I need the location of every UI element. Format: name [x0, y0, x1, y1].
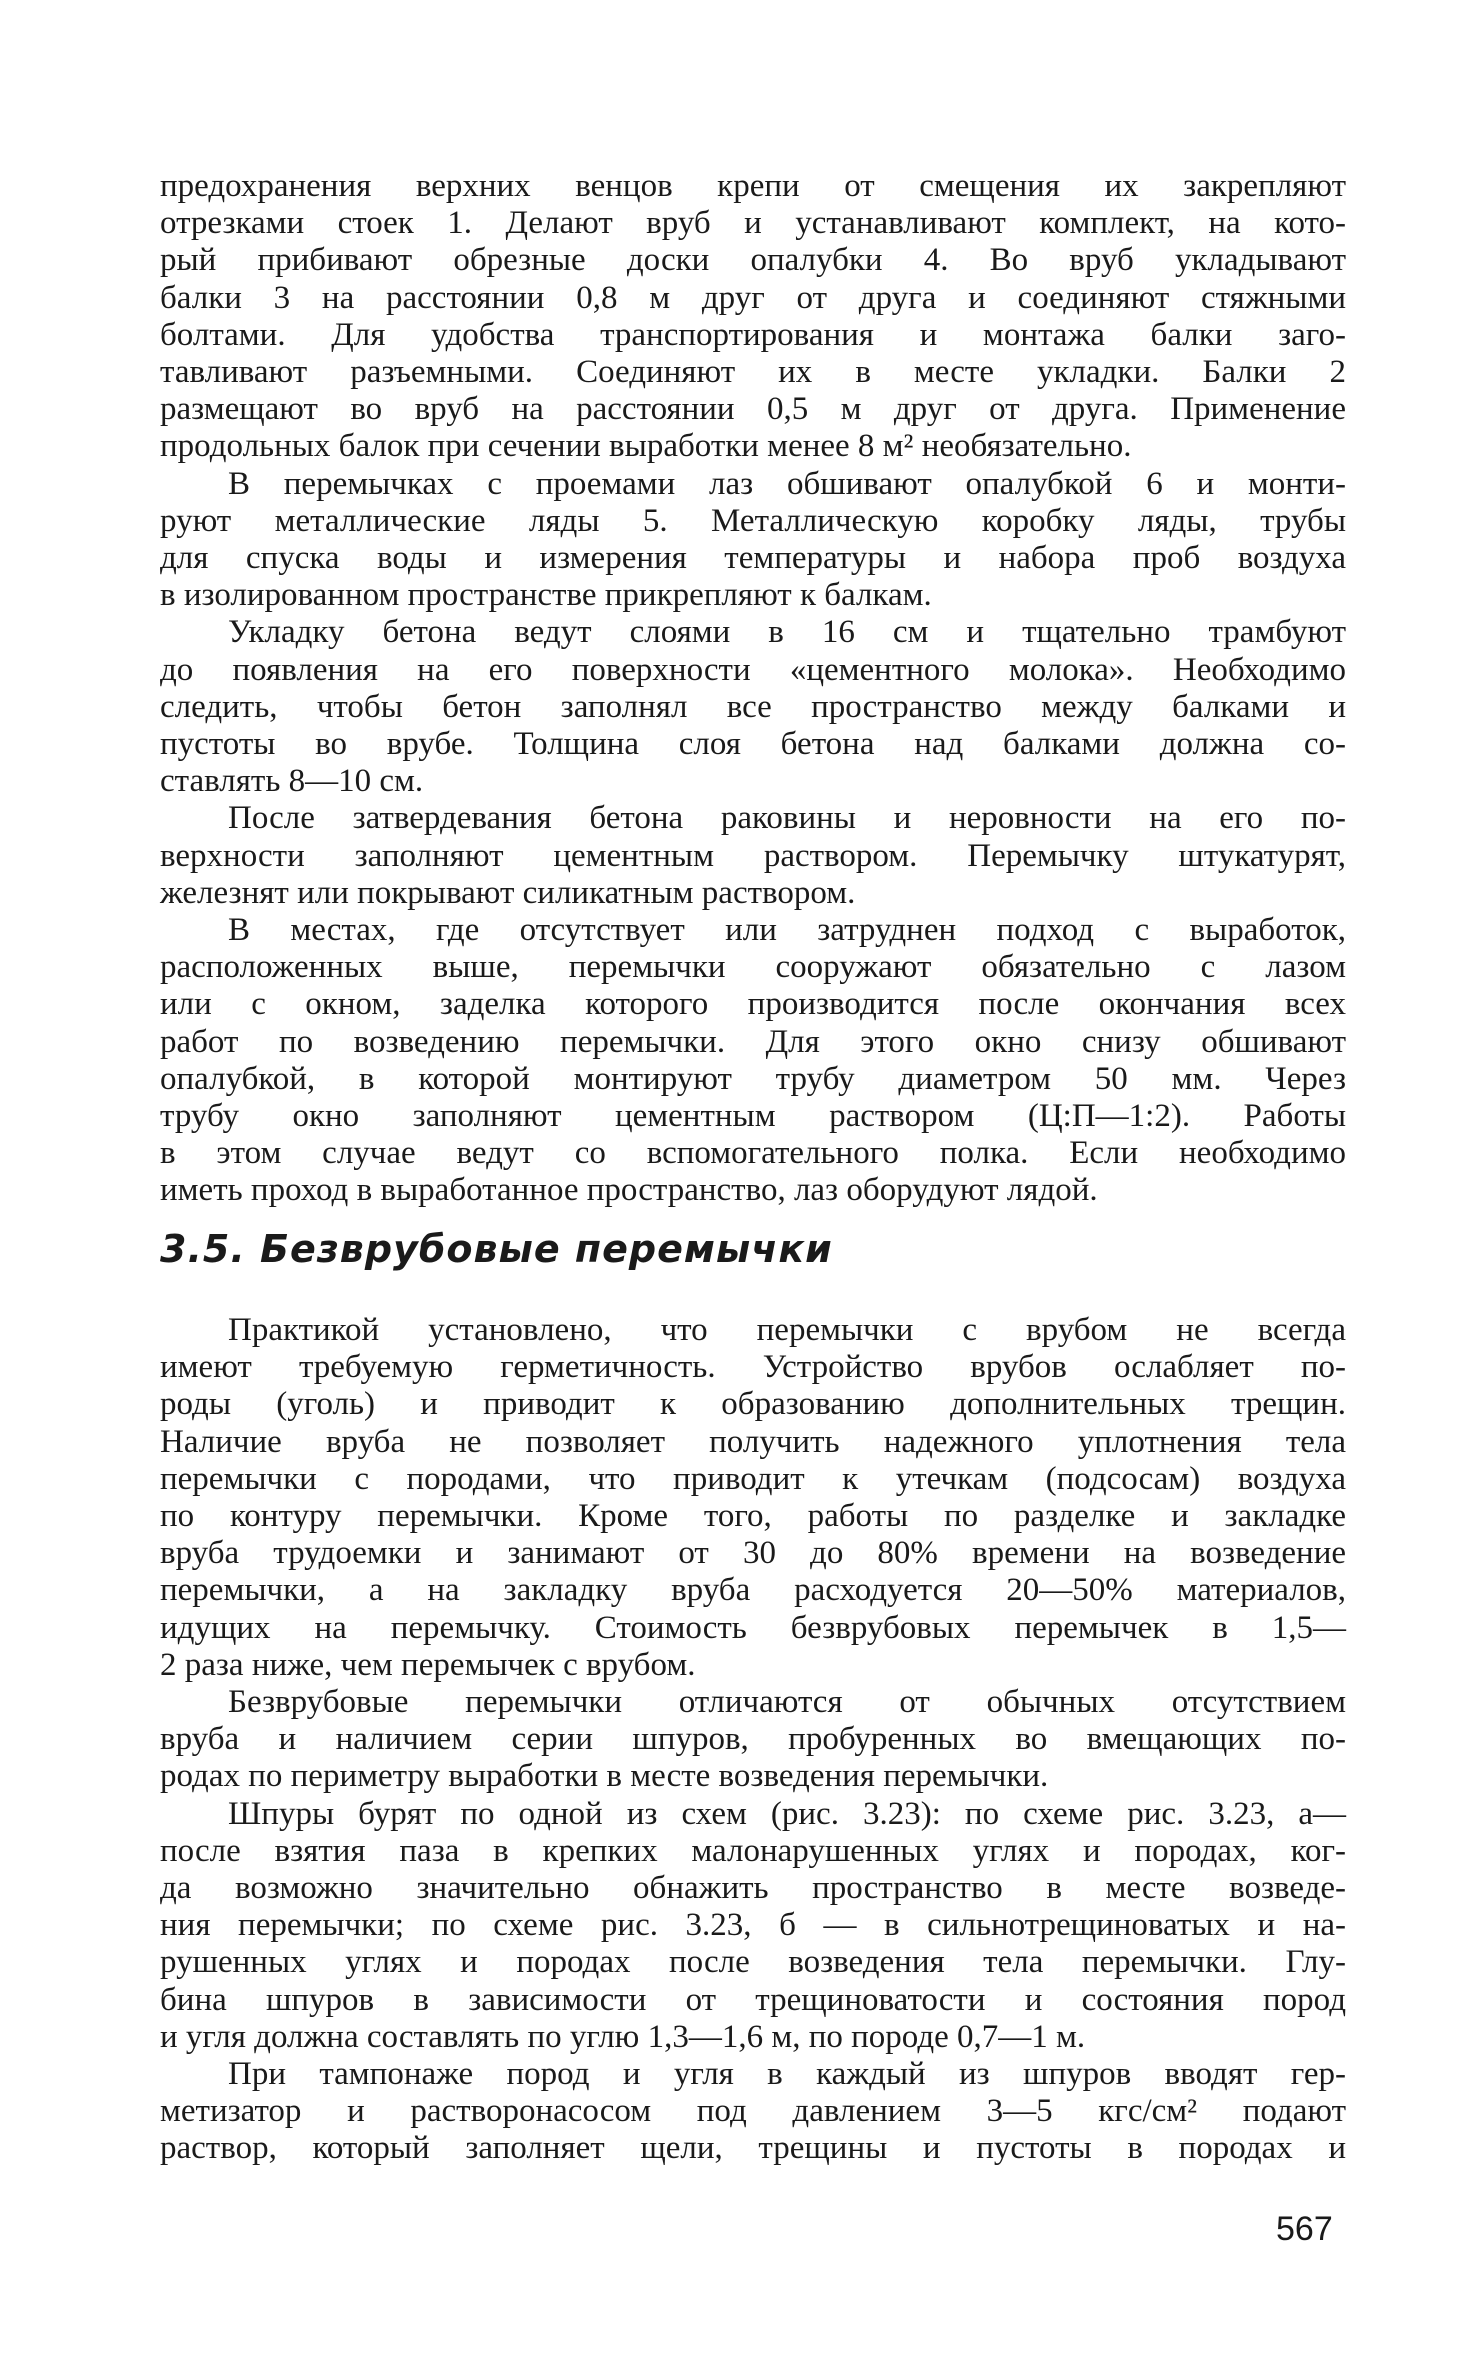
- text-line: имеют требуемую герметичность. Устройство врубов ослабляет по-: [160, 1349, 1346, 1386]
- text-line: 2 раза ниже, чем перемычек с врубом.: [160, 1646, 696, 1683]
- text-line: идущих на перемычку. Стоимость безврубовых перемычек в 1,5—: [160, 1609, 1346, 1646]
- text-line: рый прибивают обрезные доски опалубки 4. Во вруб укладывают: [160, 242, 1346, 279]
- paragraph: [160, 614, 1346, 800]
- text-line: Шпуры бурят по одной из схем (рис. 3.23): по схеме рис. 3.23, а—: [228, 1795, 1346, 1832]
- text-line: отрезками стоек 1. Делают вруб и устанавливают комплект, на кото-: [160, 205, 1346, 242]
- text-line: перемычки, а на закладку вруба расходуется 20—50% материалов,: [160, 1572, 1346, 1609]
- text-line: размещают во вруб на расстоянии 0,5 м друг от друга. Применение: [160, 391, 1346, 428]
- text-line: ния перемычки; по схеме рис. 3.23, б — в сильнотрещиноватых и на-: [160, 1907, 1346, 1944]
- text-block-upper: [160, 168, 1346, 1210]
- text-line: работ по возведению перемычки. Для этого окно снизу обшивают: [160, 1023, 1346, 1060]
- paragraph: [160, 466, 1346, 615]
- text-line: по контуру перемычки. Кроме того, работы по разделке и закладке: [160, 1498, 1346, 1535]
- paragraph: [160, 2056, 1346, 2168]
- text-line: Безврубовые перемычки отличаются от обычных отсутствием: [228, 1684, 1346, 1721]
- text-line: После затвердевания бетона раковины и неровности на его по-: [228, 800, 1346, 837]
- text-line: Укладку бетона ведут слоями в 16 см и тщательно трамбуют: [228, 614, 1346, 651]
- text-line: верхности заполняют цементным раствором. Перемычку штукатурят,: [160, 837, 1346, 874]
- text-line: предохранения верхних венцов крепи от смещения их закрепляют: [160, 168, 1346, 204]
- text-line: иметь проход в выработанное пространство, лаз оборудуют лядой.: [160, 1172, 1098, 1209]
- paragraph: [160, 912, 1346, 1210]
- section-heading: 3.5. Безврубовые перемычки: [160, 1227, 833, 1271]
- text-line: тавливают разъемными. Соединяют их в месте укладки. Балки 2: [160, 354, 1346, 391]
- text-line: балки 3 на расстоянии 0,8 м друг от друга и соединяют стяжными: [160, 279, 1346, 316]
- text-line: руют металлические ляды 5. Металлическую коробку ляды, трубы: [160, 502, 1346, 539]
- text-line: после взятия паза в крепких малонарушенных углях и породах, ког-: [160, 1832, 1346, 1869]
- text-line: для спуска воды и измерения температуры и набора проб воздуха: [160, 540, 1346, 577]
- text-line: расположенных выше, перемычки сооружают обязательно с лазом: [160, 949, 1346, 986]
- text-line: продольных балок при сечении выработки менее 8 м² необязательно.: [160, 428, 1132, 465]
- text-line: и угля должна составлять по углю 1,3—1,6 м, по породе 0,7—1 м.: [160, 2018, 1086, 2055]
- text-line: болтами. Для удобства транспортирования и монтажа балки заго-: [160, 316, 1346, 353]
- paragraph: [160, 1796, 1346, 2056]
- text-line: рушенных углях и породах после возведения тела перемычки. Глу-: [160, 1944, 1346, 1981]
- text-line: опалубкой, в которой монтируют трубу диаметром 50 мм. Через: [160, 1060, 1346, 1097]
- text-block-lower: [160, 1312, 1346, 2168]
- text-line: пустоты во врубе. Толщина слоя бетона над балками должна со-: [160, 726, 1346, 763]
- text-line: или с окном, заделка которого производится после окончания всех: [160, 986, 1346, 1023]
- text-line: раствор, который заполняет щели, трещины и пустоты в породах и: [160, 2130, 1346, 2167]
- text-line: до появления на его поверхности «цементного молока». Необходимо: [160, 651, 1346, 688]
- text-line: В местах, где отсутствует или затруднен подход с выработок,: [228, 912, 1346, 949]
- text-line: Практикой установлено, что перемычки с врубом не всегда: [228, 1312, 1346, 1348]
- paragraph: [160, 1684, 1346, 1796]
- text-line: да возможно значительно обнажить пространство в месте возведе-: [160, 1870, 1346, 1907]
- text-line: в изолированном пространстве прикрепляют к балкам.: [160, 577, 932, 614]
- text-line: Наличие вруба не позволяет получить надежного уплотнения тела: [160, 1423, 1346, 1460]
- text-line: вруба трудоемки и занимают от 30 до 80% времени на возведение: [160, 1535, 1346, 1572]
- text-line: метизатор и растворонасосом под давлением 3—5 кгс/см² подают: [160, 2093, 1346, 2130]
- text-line: В перемычках с проемами лаз обшивают опалубкой 6 и монти-: [228, 465, 1346, 502]
- text-line: следить, чтобы бетон заполнял все пространство между балками и: [160, 688, 1346, 725]
- text-line: железнят или покрывают силикатным раствором.: [160, 874, 856, 911]
- text-line: При тампонаже пород и угля в каждый из шпуров вводят гер-: [228, 2056, 1346, 2093]
- text-line: в этом случае ведут со вспомогательного полка. Если необходимо: [160, 1135, 1346, 1172]
- text-line: роды (уголь) и приводит к образованию дополнительных трещин.: [160, 1386, 1346, 1423]
- paragraph: [160, 168, 1346, 466]
- text-line: трубу окно заполняют цементным раствором (Ц:П—1:2). Работы: [160, 1098, 1346, 1135]
- paragraph: [160, 800, 1346, 912]
- text-line: перемычки с породами, что приводит к утечкам (подсосам) воздуха: [160, 1460, 1346, 1497]
- text-line: родах по периметру выработки в месте возведения перемычки.: [160, 1758, 1049, 1795]
- text-line: вруба и наличием серии шпуров, пробуренных во вмещающих по-: [160, 1721, 1346, 1758]
- paragraph: [160, 1312, 1346, 1684]
- text-line: бина шпуров в зависимости от трещиноватости и состояния пород: [160, 1981, 1346, 2018]
- text-line: ставлять 8—10 см.: [160, 763, 424, 800]
- page-number: 567: [1276, 2210, 1333, 2248]
